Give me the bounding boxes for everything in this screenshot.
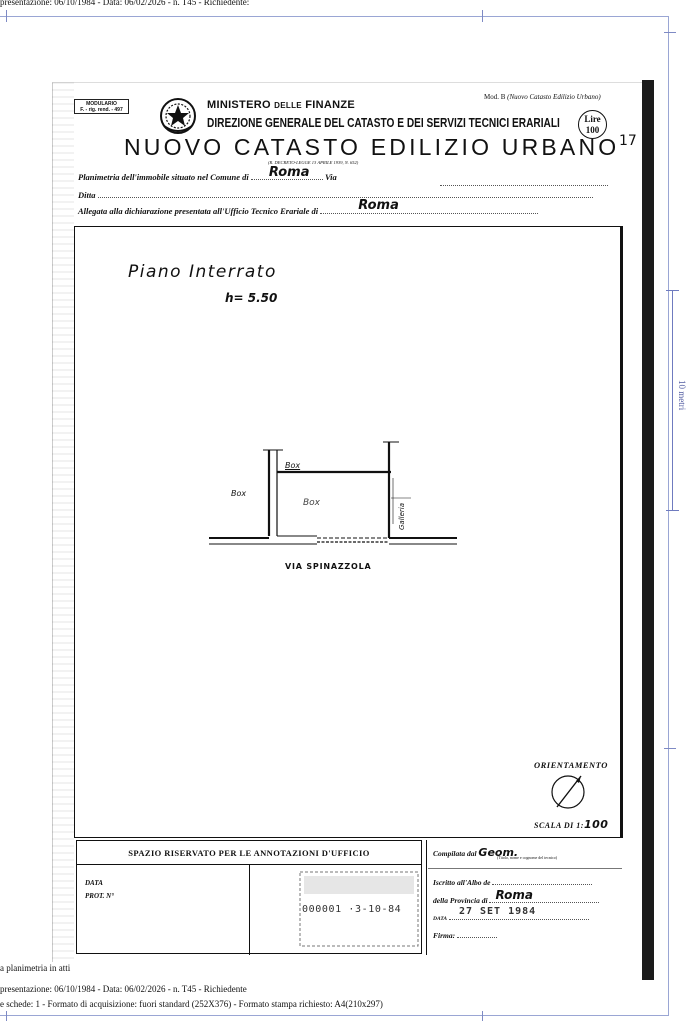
frame-tick — [664, 32, 676, 33]
provincia-label: della Provincia di — [433, 896, 488, 905]
frame-top-line — [0, 16, 668, 17]
scan-noise — [52, 82, 74, 962]
compilata-data-row — [433, 906, 589, 922]
compilata-data-label: DATA — [433, 916, 448, 922]
footer-line-1: a planimetria in atti — [0, 963, 71, 973]
mod-b-label — [484, 93, 601, 101]
iscritto-field — [492, 877, 592, 885]
via-field — [440, 178, 608, 186]
scala-value: 100 — [583, 818, 609, 831]
via-label: Via — [324, 172, 337, 182]
footer-line-2: presentazione: 06/10/1984 - Data: 06/02/2026 - n. T45 - Richiedente — [0, 984, 247, 994]
ministero-heading — [207, 99, 355, 111]
frame-tick — [6, 1011, 7, 1021]
compilata-data-value: 27 SET 1984 — [458, 906, 537, 917]
modulario-box — [74, 99, 129, 114]
allegata-label: Allegata alla dichiarazione presentata all'Ufficio Tecnico Erariale di — [78, 206, 319, 216]
planimetria-label: Planimetria dell'immobile situato nel Comune di — [78, 172, 249, 182]
orientamento-label: ORIENTAMENTO — [534, 760, 608, 770]
compilata-separator — [428, 868, 622, 869]
street-label: VIA SPINAZZOLA — [285, 562, 372, 571]
office-data-label: DATA — [85, 879, 103, 887]
compilata-sub: (Titolo, nome e cognome del tecnico) — [497, 855, 558, 860]
delle-word: DELLE — [274, 101, 302, 110]
frame-right-line — [668, 16, 669, 1016]
ministero-word: MINISTERO — [207, 99, 271, 111]
compilata-data-field — [449, 906, 589, 920]
ditta-label: Ditta — [78, 190, 96, 200]
lire-label: Lire — [584, 114, 601, 124]
frame-tick — [664, 748, 676, 749]
compilata-value: Geom. — [478, 846, 519, 859]
ditta-row — [78, 190, 593, 200]
label-galleria: Galleria — [398, 502, 406, 530]
ditta-field — [98, 190, 593, 198]
floor-plan-drawing — [205, 438, 460, 558]
firma-label: Firma: — [433, 931, 456, 940]
comune-field — [251, 165, 323, 180]
modulario-code: F. - rig. rend. - 497 — [80, 107, 123, 113]
mod-b-desc: (Nuovo Catasto Edilizio Urbano) — [507, 93, 601, 101]
scale-bar — [672, 290, 673, 510]
frame-tick — [482, 10, 483, 22]
direzione-heading: DIREZIONE GENERALE DEL CATASTO E DEI SERVIZI TECNICI ERARIALI — [207, 115, 560, 130]
header-line: presentazione: 06/10/1984 - Data: 06/02/2026 - n. T45 - Richiedente: — [0, 0, 250, 7]
firma-field — [457, 930, 497, 938]
sheet-shadow — [642, 80, 654, 980]
ufficio-value: Roma — [358, 198, 399, 213]
office-box-divider — [249, 865, 250, 955]
comune-value: Roma — [268, 165, 310, 180]
scala-row — [534, 818, 608, 831]
frame-tick — [6, 10, 7, 22]
label-box-top: Box — [285, 461, 301, 470]
floor-title: Piano Interrato — [128, 262, 277, 282]
floor-height: h= 5.50 — [225, 291, 278, 305]
frame-tick — [482, 1011, 483, 1021]
planimetria-row — [78, 165, 337, 182]
iscritto-row — [433, 877, 592, 887]
label-box-left: Box — [231, 489, 247, 498]
office-box-header: SPAZIO RISERVATO PER LE ANNOTAZIONI D'UFFICIO — [77, 841, 421, 865]
lire-value: 100 — [585, 125, 600, 135]
footer-line-3: e schede: 1 - Formato di acquisizione: fuori standard (252X376) - Formato stampa richiesto: A4(210x297) — [0, 999, 383, 1009]
frame-bottom-line — [0, 1015, 668, 1016]
form-title: NUOVO CATASTO EDILIZIO URBANO — [124, 134, 620, 160]
decreto-line: (R. DECRETO-LEGGE 13 APRILE 1939, N. 652) — [268, 160, 359, 165]
provincia-row — [433, 888, 599, 905]
label-box-center: Box — [303, 498, 321, 508]
scale-bar-cap-bottom — [666, 510, 679, 511]
handwritten-margin-note: 17 — [619, 133, 637, 149]
scale-bar-cap-top — [666, 290, 679, 291]
allegata-row — [78, 198, 538, 216]
scale-bar-label: 10 metri — [677, 380, 687, 411]
iscritto-label: Iscritto all'Albo de — [433, 878, 491, 887]
plan-area-right-border — [620, 226, 622, 838]
ufficio-field — [320, 198, 538, 214]
scala-label: SCALA DI 1: — [534, 821, 584, 830]
provincia-value: Roma — [495, 888, 533, 902]
compilata-column-border — [426, 840, 427, 955]
office-prot-label: PROT. N° — [85, 892, 114, 900]
north-arrow-icon — [549, 773, 587, 811]
office-stamp-text: 000001 ·3-10-84 — [302, 904, 402, 915]
provincia-field — [489, 888, 599, 903]
modulario-label: MODULARIO — [86, 101, 117, 107]
finanze-word: FINANZE — [305, 99, 356, 111]
firma-row — [433, 930, 497, 940]
republic-emblem-icon — [158, 96, 198, 136]
compilata-label: Compilata dal — [433, 849, 477, 858]
mod-b-code: Mod. B — [484, 93, 506, 101]
